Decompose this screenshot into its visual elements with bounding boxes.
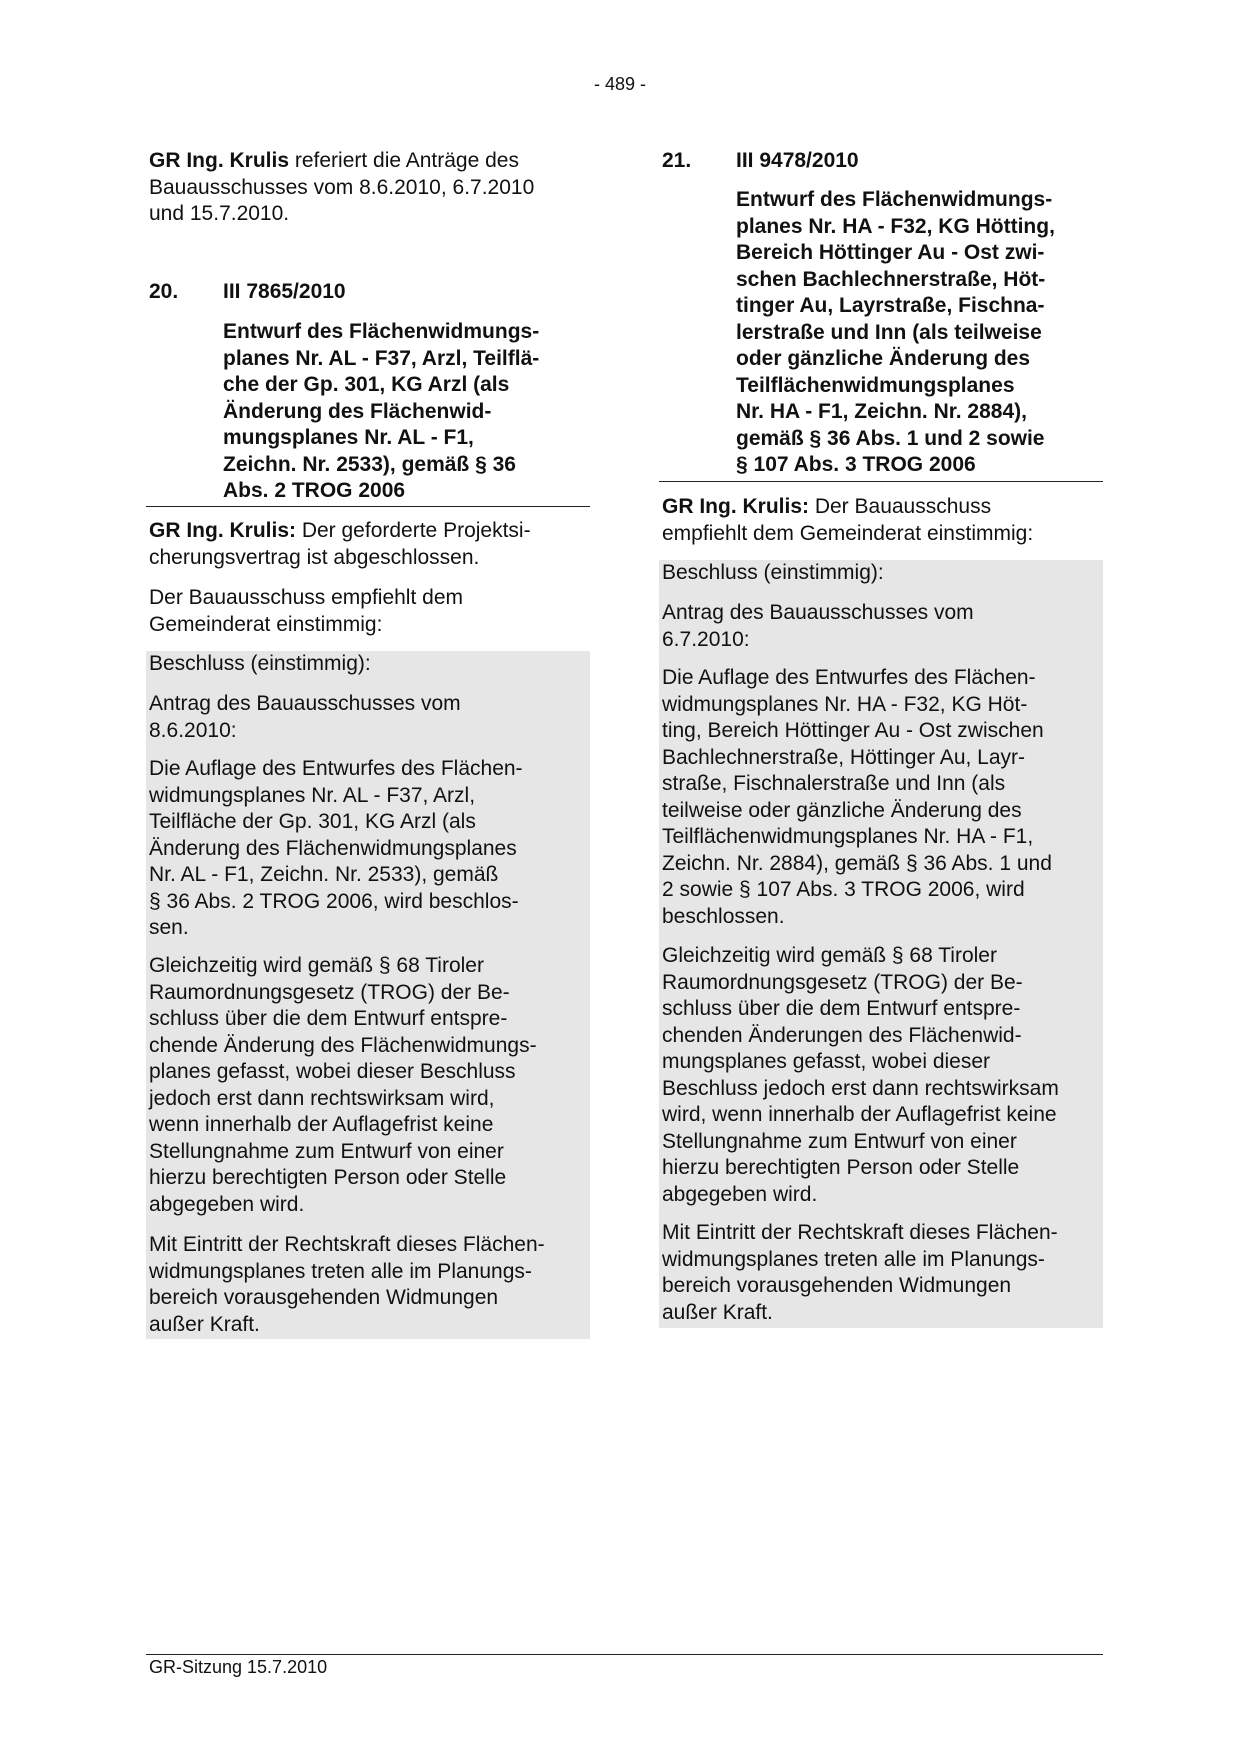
text-line: Gemeinderat einstimmig: <box>149 612 383 636</box>
title-divider <box>146 506 590 507</box>
text-line: chende Änderung des Flächenwidmungs- <box>149 1033 537 1057</box>
text-line: Bachlechnerstraße, Höttinger Au, Layr- <box>662 745 1026 769</box>
text-line: Gleichzeitig wird gemäß § 68 Tiroler <box>662 944 997 967</box>
text-line: Nr. HA - F1, Zeichn. Nr. 2884), <box>736 400 1027 423</box>
text-line: gemäß § 36 Abs. 1 und 2 sowie <box>736 426 1045 450</box>
text-line: Die Auflage des Entwurfes des Flächen- <box>662 666 1036 689</box>
text-line: Die Auflage des Entwurfes des Flächen- <box>149 757 523 780</box>
text-line: 6.7.2010: <box>662 627 750 651</box>
text-line: abgegeben wird. <box>149 1192 305 1216</box>
line-text: referiert die Anträge des <box>289 149 519 172</box>
text-line: tinger Au, Layrstraße, Fischna- <box>736 294 1045 317</box>
item-title <box>223 319 539 505</box>
text-line: widmungsplanes treten alle im Planungs- <box>662 1247 1045 1271</box>
text-line: Entwurf des Flächenwidmungs- <box>736 188 1053 211</box>
text-line: sen. <box>149 916 189 939</box>
text-line: widmungsplanes treten alle im Planungs- <box>149 1259 532 1283</box>
text-line: chenden Änderungen des Flächenwid- <box>662 1023 1022 1047</box>
line-text: Der geforderte Projektsi- <box>296 519 531 542</box>
item-number: 21. <box>662 149 692 172</box>
text-line: außer Kraft. <box>662 1300 773 1324</box>
text-line: straße, Fischnalerstraße und Inn (als <box>662 772 1006 795</box>
text-line: Zeichn. Nr. 2533), gemäß § 36 <box>223 452 516 476</box>
text-line: wenn innerhalb der Auflagefrist keine <box>149 1113 494 1136</box>
decision-paragraph-1 <box>662 665 1052 930</box>
item-number: 20. <box>149 280 179 303</box>
text-line: Antrag des Bauausschusses vom <box>662 601 974 624</box>
text-line: bereich vorausgehenden Widmungen <box>149 1286 499 1309</box>
text-line: planes Nr. HA - F32, KG Hötting, <box>736 214 1055 238</box>
speaker-name: GR Ing. Krulis: <box>149 519 296 542</box>
text-line: lerstraße und Inn (als teilweise <box>736 320 1042 344</box>
text-line: Antrag des Bauausschusses vom <box>149 692 461 715</box>
decision-paragraph-3 <box>662 1220 1058 1326</box>
text-line: Teilflächenwidmungsplanes <box>736 373 1015 397</box>
text-line: beschlossen. <box>662 904 785 928</box>
text-line: teilweise oder gänzliche Änderung des <box>662 798 1022 822</box>
text-line: wird, wenn innerhalb der Auflagefrist keine <box>662 1103 1057 1126</box>
text-line: Teilflächenwidmungsplanes Nr. HA - F1, <box>662 825 1034 848</box>
decision-heading: Beschluss (einstimmig): <box>662 561 884 584</box>
text-line: § 36 Abs. 2 TROG 2006, wird beschlos- <box>149 889 519 913</box>
text-line <box>662 494 1033 521</box>
text-line: che der Gp. 301, KG Arzl (als <box>223 373 510 396</box>
line-text: Der Bauausschuss <box>809 495 992 518</box>
text-line: bereich vorausgehenden Widmungen <box>662 1274 1012 1297</box>
text-line: hierzu berechtigten Person oder Stelle <box>662 1156 1020 1179</box>
speaker-name: GR Ing. Krulis: <box>662 495 809 518</box>
text-line: Mit Eintritt der Rechtskraft dieses Flächen- <box>662 1221 1058 1244</box>
item-reference: III 9478/2010 <box>736 149 859 172</box>
text-line: § 107 Abs. 3 TROG 2006 <box>736 453 976 476</box>
text-line: Änderung des Flächenwid- <box>223 399 492 423</box>
text-line: schluss über die dem Entwurf entspre- <box>662 997 1021 1020</box>
text-line: und 15.7.2010. <box>149 202 290 225</box>
text-line: Abs. 2 TROG 2006 <box>223 479 406 502</box>
decision-heading: Beschluss (einstimmig): <box>149 652 371 675</box>
text-line: Zeichn. Nr. 2884), gemäß § 36 Abs. 1 und <box>662 851 1052 875</box>
text-line: empfiehlt dem Gemeinderat einstimmig: <box>662 521 1034 545</box>
text-line <box>149 148 534 175</box>
statement-paragraph <box>662 494 1033 547</box>
text-line: 8.6.2010: <box>149 718 237 742</box>
text-line: Änderung des Flächenwidmungsplanes <box>149 836 517 860</box>
intro-paragraph <box>149 148 534 228</box>
footer-text: GR-Sitzung 15.7.2010 <box>149 1657 328 1677</box>
motion-paragraph <box>662 600 974 653</box>
text-line: schen Bachlechnerstraße, Höt- <box>736 267 1046 291</box>
recommendation-paragraph <box>149 585 463 638</box>
statement-paragraph <box>149 518 531 571</box>
footer-divider <box>146 1654 1103 1655</box>
text-line: Bauausschusses vom 8.6.2010, 6.7.2010 <box>149 175 535 199</box>
text-line: Gleichzeitig wird gemäß § 68 Tiroler <box>149 954 484 977</box>
text-line: mungsplanes Nr. AL - F1, <box>223 426 474 449</box>
text-line: Mit Eintritt der Rechtskraft dieses Flächen- <box>149 1233 545 1256</box>
text-line: hierzu berechtigten Person oder Stelle <box>149 1166 507 1189</box>
text-line: oder gänzliche Änderung des <box>736 347 1031 370</box>
text-line: Beschluss jedoch erst dann rechtswirksam <box>662 1076 1059 1100</box>
text-line: 2 sowie § 107 Abs. 3 TROG 2006, wird <box>662 878 1025 901</box>
text-line: ting, Bereich Höttinger Au - Ost zwischen <box>662 719 1044 742</box>
text-line: Stellungnahme zum Entwurf von einer <box>149 1139 504 1163</box>
text-line: Raumordnungsgesetz (TROG) der Be- <box>149 980 510 1004</box>
text-line: Nr. AL - F1, Zeichn. Nr. 2533), gemäß <box>149 863 499 886</box>
text-line: abgegeben wird. <box>662 1182 818 1206</box>
text-line: cherungsvertrag ist abgeschlossen. <box>149 545 480 569</box>
speaker-name: GR Ing. Krulis <box>149 149 290 172</box>
title-divider <box>659 481 1103 482</box>
text-line <box>149 518 531 545</box>
text-line: Entwurf des Flächenwidmungs- <box>223 320 540 343</box>
text-line: Teilfläche der Gp. 301, KG Arzl (als <box>149 810 476 833</box>
item-reference: III 7865/2010 <box>223 280 346 303</box>
text-line: Stellungnahme zum Entwurf von einer <box>662 1129 1017 1153</box>
text-line: jedoch erst dann rechtswirksam wird, <box>149 1086 495 1110</box>
text-line: widmungsplanes Nr. AL - F37, Arzl, <box>149 783 476 807</box>
text-line: Raumordnungsgesetz (TROG) der Be- <box>662 970 1023 994</box>
text-line: planes Nr. AL - F37, Arzl, Teilflä- <box>223 346 540 370</box>
decision-paragraph-1 <box>149 756 523 942</box>
text-line: Bereich Höttinger Au - Ost zwi- <box>736 241 1045 264</box>
decision-paragraph-3 <box>149 1232 545 1338</box>
decision-paragraph-2 <box>662 943 1059 1208</box>
motion-paragraph <box>149 691 461 744</box>
text-line: außer Kraft. <box>149 1312 260 1336</box>
text-line: Der Bauausschuss empfiehlt dem <box>149 586 463 609</box>
text-line: planes gefasst, wobei dieser Beschluss <box>149 1060 516 1083</box>
decision-paragraph-2 <box>149 953 537 1218</box>
item-title <box>736 187 1055 479</box>
text-line: mungsplanes gefasst, wobei dieser <box>662 1050 991 1073</box>
text-line: schluss über die dem Entwurf entspre- <box>149 1007 508 1030</box>
page-number: - 489 - <box>593 74 647 94</box>
text-line: widmungsplanes Nr. HA - F32, KG Höt- <box>662 692 1028 716</box>
